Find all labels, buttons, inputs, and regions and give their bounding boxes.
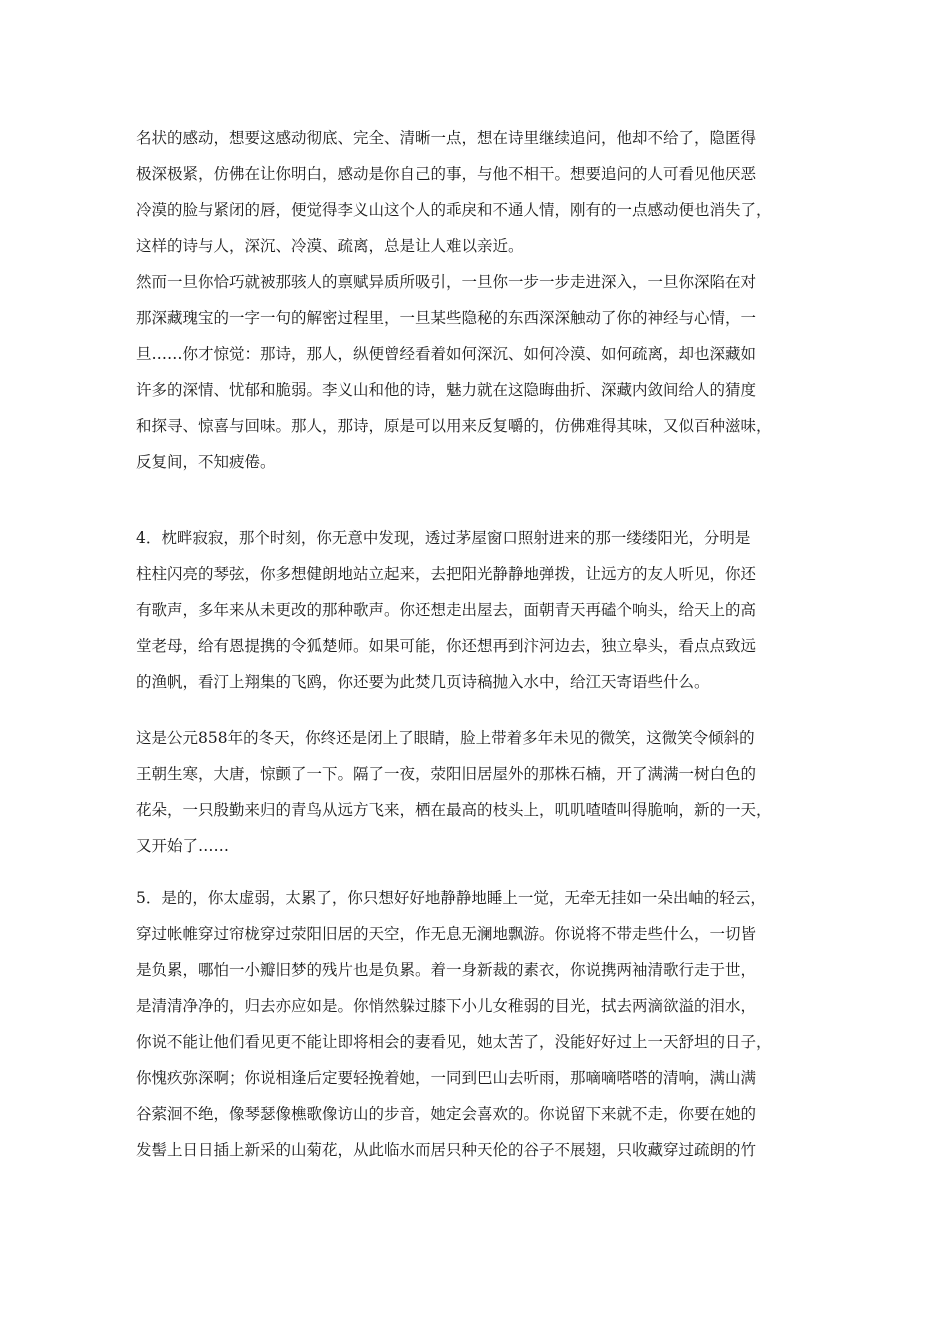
paragraph-1 [136, 120, 820, 264]
text-line: 王朝生寒，大唐，惊颤了一下。隔了一夜，荥阳旧居屋外的那株石楠，开了满满一树白色的 [136, 765, 757, 783]
text-line: 许多的深情、忧郁和脆弱。李义山和他的诗，魅力就在这隐晦曲折、深藏内敛间给人的猜度 [136, 381, 757, 399]
text-line: 的渔帆，看汀上翔集的飞鸥，你还要为此焚几页诗稿抛入水中，给江天寄语些什么。 [136, 673, 710, 691]
text-line: 谷萦洄不绝，像琴瑟像樵歌像访山的步音，她定会喜欢的。你说留下来就不走，你要在她的 [136, 1105, 757, 1123]
paragraph-2 [136, 264, 820, 480]
text-line: 4．枕畔寂寂，那个时刻，你无意中发现，透过茅屋窗口照射进来的那一缕缕阳光，分明是 [136, 529, 751, 547]
text-line: 然而一旦你恰巧就被那骇人的禀赋异质所吸引，一旦你一步一步走进深入，一旦你深陷在对 [136, 273, 757, 291]
text-line: 花朵，一只殷勤来归的青鸟从远方飞来，栖在最高的枝头上，叽叽喳喳叫得脆响，新的一天， [136, 801, 772, 819]
text-line: 这是公元858年的冬天，你终还是闭上了眼睛，脸上带着多年未见的微笑，这微笑令倾斜的 [136, 729, 755, 747]
paragraph-4 [136, 720, 820, 864]
text-line: 5．是的，你太虚弱，太累了，你只想好好地静静地睡上一觉，无牵无挂如一朵出岫的轻云， [136, 889, 766, 907]
text-line: 你愧疚弥深啊；你说相逢后定要轻挽着她，一同到巴山去听雨，那嘀嘀嗒嗒的清响，满山满 [136, 1069, 757, 1087]
paragraph-3 [136, 520, 820, 700]
text-line: 极深极紧，仿佛在让你明白，感动是你自己的事，与他不相干。想要追问的人可看见他厌恶 [136, 165, 757, 183]
text-line: 是负累，哪怕一小瓣旧梦的残片也是负累。着一身新裁的素衣，你说携两袖清歌行走于世， [136, 961, 757, 979]
text-line: 旦……你才惊觉：那诗，那人，纵便曾经看着如何深沉、如何冷漠、如何疏离，却也深藏如 [136, 345, 757, 363]
text-line: 发髻上日日插上新采的山菊花，从此临水而居只种天伦的谷子不展翅，只收藏穿过疏朗的竹 [136, 1141, 757, 1159]
text-line: 你说不能让他们看见更不能让即将相会的妻看见，她太苦了，没能好好过上一天舒坦的日子， [136, 1033, 772, 1051]
text-line: 那深藏瑰宝的一字一句的解密过程里，一旦某些隐秘的东西深深触动了你的神经与心情，一 [136, 309, 757, 327]
text-line: 是清清净净的，归去亦应如是。你悄然躲过膝下小儿女稚弱的目光，拭去两滴欲溢的泪水， [136, 997, 757, 1015]
text-line: 又开始了…… [136, 837, 230, 855]
text-line: 穿过帐帷穿过帘栊穿过荥阳旧居的天空，作无息无澜地飘游。你说将不带走些什么，一切皆 [136, 925, 757, 943]
text-line: 和探寻、惊喜与回味。那人，那诗，原是可以用来反复嚼的，仿佛难得其味，又似百种滋味， [136, 417, 772, 435]
text-line: 堂老母，给有恩提携的令狐楚师。如果可能，你还想再到汴河边去，独立皋头，看点点致远 [136, 637, 757, 655]
text-line: 这样的诗与人，深沉、冷漠、疏离，总是让人难以亲近。 [136, 237, 524, 255]
text-line: 反复间，不知疲倦。 [136, 453, 276, 471]
text-line: 冷漠的脸与紧闭的唇，便觉得李义山这个人的乖戾和不通人情，刚有的一点感动便也消失了， [136, 201, 772, 219]
text-line: 有歌声，多年来从未更改的那种歌声。你还想走出屋去，面朝青天再磕个响头，给天上的高 [136, 601, 757, 619]
text-line: 柱柱闪亮的琴弦，你多想健朗地站立起来，去把阳光静静地弹拨，让远方的友人听见，你还 [136, 565, 757, 583]
text-line: 名状的感动，想要这感动彻底、完全、清晰一点，想在诗里继续追问，他却不给了，隐匿得 [136, 129, 757, 147]
paragraph-5 [136, 880, 820, 1168]
